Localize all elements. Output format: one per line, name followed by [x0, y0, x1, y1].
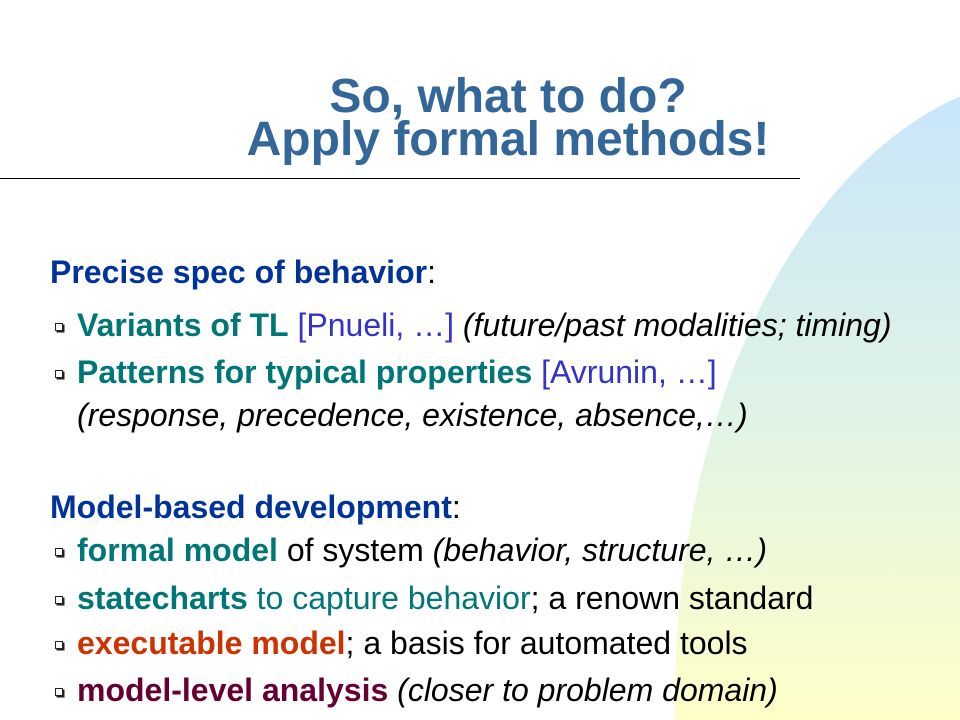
- title-line-2: Apply formal methods!: [246, 113, 770, 166]
- title-divider: [0, 178, 800, 179]
- bullet-square-icon: [55, 370, 63, 378]
- item-text: a basis for automated tools: [363, 625, 748, 661]
- bullet-square-icon: [55, 323, 63, 331]
- list-item: [52, 356, 717, 388]
- item-text: of system: [286, 532, 424, 568]
- list-item: [52, 309, 892, 341]
- list-item: [52, 674, 778, 706]
- item-continuation: (response, precedence, existence, absence,…): [77, 397, 748, 433]
- item-note: (behavior, structure, …): [432, 532, 767, 568]
- item-citation: [Pnueli, …]: [297, 307, 454, 343]
- item-text: a renown standard: [548, 580, 814, 616]
- item-term: model-level analysis: [77, 672, 389, 708]
- bullet-square-icon: [55, 688, 63, 696]
- bullet-square-icon: [55, 596, 63, 604]
- item-term-rest: to capture behavior: [256, 580, 531, 616]
- item-punct: ;: [345, 625, 355, 661]
- list-item: [52, 582, 813, 614]
- list-item: [52, 627, 748, 659]
- list-item: [52, 534, 767, 566]
- section-heading-text: Model-based development: [50, 489, 452, 525]
- item-note: (future/past modalities; timing): [462, 307, 892, 343]
- item-term: formal model: [77, 532, 278, 568]
- bullet-square-icon: [55, 641, 63, 649]
- bullet-square-icon: [55, 548, 63, 556]
- section-heading-colon: :: [451, 489, 461, 525]
- item-term: statecharts: [77, 580, 248, 616]
- section-heading-colon: :: [427, 254, 436, 290]
- item-term: Variants of TL: [77, 307, 289, 343]
- item-citation: [Avrunin, …]: [541, 354, 717, 390]
- item-note: (closer to problem domain): [397, 672, 778, 708]
- item-punct: ;: [530, 580, 540, 616]
- section-heading: [50, 491, 461, 523]
- section-heading-text: Precise spec of behavior: [50, 254, 428, 290]
- item-term: executable model: [77, 625, 346, 661]
- item-term: Patterns for typical properties: [77, 354, 533, 390]
- section-heading: [50, 256, 436, 288]
- title-line-1: So, what to do?: [329, 70, 687, 123]
- slide-title: [56, 70, 960, 166]
